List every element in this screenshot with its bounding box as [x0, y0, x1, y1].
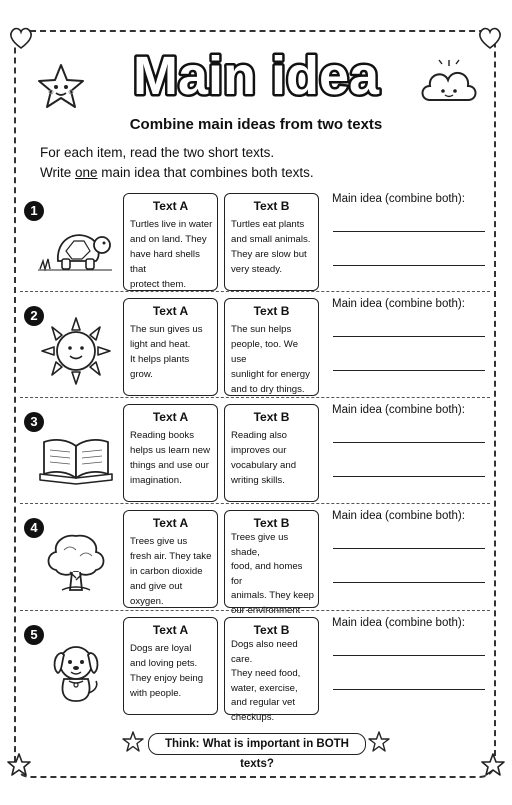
text-b-title: Text B	[253, 304, 290, 318]
text-line: very steady.	[231, 264, 283, 275]
open-book-icon	[36, 422, 116, 492]
text-line: food, and homes for	[231, 561, 303, 587]
text-line: Reading also	[231, 430, 288, 441]
text-line: Dogs also need care.	[231, 639, 298, 665]
smiling-cloud-icon	[416, 56, 482, 112]
item-divider	[20, 610, 490, 611]
text-b-card	[224, 298, 319, 396]
answer-line[interactable]	[333, 582, 485, 583]
text-b-title: Text B	[253, 410, 290, 424]
text-line: imagination.	[130, 475, 182, 486]
text-a-card	[123, 510, 218, 608]
answer-line[interactable]	[333, 689, 485, 690]
item-number: 1	[24, 201, 44, 221]
item-1	[18, 193, 496, 297]
instruction-line-1: For each item, read the two short texts.	[40, 145, 275, 160]
text-line: animals. They keep	[231, 590, 315, 601]
text-b-body	[225, 318, 318, 397]
main-idea-label: Main idea (combine both):	[332, 193, 465, 205]
text-line: and give out oxygen.	[130, 581, 183, 607]
text-line: improves our	[231, 445, 287, 456]
text-line: sunlight for energy	[231, 369, 310, 380]
item-5	[18, 617, 496, 721]
answer-line[interactable]	[333, 231, 485, 232]
text-line: fresh air. They take	[130, 551, 212, 562]
instruction-emphasis: one	[75, 165, 98, 180]
text-line: with people.	[130, 688, 182, 699]
text-line: grow.	[130, 369, 153, 380]
text-a-body	[124, 637, 217, 701]
think-prompt: Think: What is important in BOTH texts?	[148, 733, 366, 755]
text-line: The sun gives us	[130, 324, 203, 335]
text-line: and to dry things.	[231, 384, 305, 395]
answer-line[interactable]	[333, 655, 485, 656]
text-line: people, too. We use	[231, 339, 299, 365]
text-line: Dogs are loyal	[130, 643, 192, 654]
text-line: writing skills.	[231, 475, 285, 486]
text-a-body	[124, 424, 217, 488]
text-b-card	[224, 404, 319, 502]
main-idea-label: Main idea (combine both):	[332, 404, 465, 416]
item-divider	[20, 503, 490, 504]
text-a-title: Text A	[152, 623, 189, 637]
heart-icon	[477, 26, 503, 50]
text-b-card	[224, 617, 319, 723]
text-a-title: Text A	[152, 516, 189, 530]
sun-icon	[36, 316, 116, 386]
text-line: and on land. They	[130, 234, 207, 245]
item-divider	[20, 397, 490, 398]
star-icon	[6, 752, 32, 778]
item-number: 4	[24, 518, 44, 538]
text-line: and regular vet	[231, 697, 295, 708]
text-a-card	[123, 404, 218, 502]
item-3	[18, 404, 496, 508]
text-line: water, exercise,	[231, 682, 298, 694]
text-line: They are slow but	[231, 249, 307, 260]
text-b-body	[225, 213, 318, 277]
text-a-card	[123, 298, 218, 396]
main-idea-label: Main idea (combine both):	[332, 617, 465, 629]
answer-line[interactable]	[333, 336, 485, 337]
text-line: and loving pets.	[130, 658, 198, 669]
text-a-card	[123, 617, 218, 715]
text-a-card	[123, 193, 218, 291]
text-b-body	[225, 637, 318, 725]
answer-line[interactable]	[333, 265, 485, 266]
instruction-text: main idea that combines both texts.	[97, 165, 314, 180]
heart-icon	[8, 26, 34, 50]
text-a-body	[124, 530, 217, 609]
text-line: checkups.	[231, 711, 275, 723]
text-b-title: Text B	[253, 199, 290, 213]
text-line: vocabulary and	[231, 460, 297, 471]
title-text: Main idea	[132, 46, 380, 106]
smiling-star-icon	[36, 62, 86, 112]
text-line: Reading books	[130, 430, 195, 441]
page-title	[100, 36, 412, 116]
text-b-title: Text B	[253, 516, 290, 530]
text-a-body	[124, 318, 217, 382]
subtitle: Combine main ideas from two texts	[129, 116, 383, 133]
text-line: The sun helps	[231, 324, 292, 335]
text-line: and small animals.	[231, 234, 311, 245]
text-line: light and heat.	[130, 339, 191, 350]
item-number: 3	[24, 412, 44, 432]
text-a-body	[124, 213, 217, 292]
puppy-icon	[36, 635, 116, 705]
turtle-icon	[36, 211, 116, 281]
text-line: Turtles eat plants	[231, 219, 305, 230]
text-line: Turtles live in water	[130, 219, 213, 230]
text-a-title: Text A	[152, 410, 189, 424]
text-line: our environment	[231, 604, 301, 616]
text-line: They enjoy being	[130, 673, 204, 684]
text-line: protect them.	[130, 279, 186, 290]
answer-line[interactable]	[333, 442, 485, 443]
text-b-card	[224, 510, 319, 616]
main-idea-label: Main idea (combine both):	[332, 298, 465, 310]
main-idea-label: Main idea (combine both):	[332, 510, 465, 522]
item-4	[18, 510, 496, 614]
item-2	[18, 298, 496, 402]
star-icon	[122, 731, 144, 753]
text-b-title: Text B	[253, 623, 290, 637]
text-line: things and use our	[130, 460, 209, 471]
answer-line[interactable]	[333, 370, 485, 371]
text-line: Trees give us shade,	[231, 532, 289, 558]
tree-icon	[36, 528, 116, 598]
item-number: 5	[24, 625, 44, 645]
instruction-line-2	[40, 165, 314, 180]
answer-line[interactable]	[333, 476, 485, 477]
text-line: have hard shells that	[130, 249, 200, 275]
star-icon	[368, 731, 390, 753]
instruction-text: Write	[40, 165, 76, 180]
text-b-card	[224, 193, 319, 291]
text-line: They need food,	[231, 668, 301, 679]
text-line: in carbon dioxide	[130, 566, 203, 577]
star-icon	[480, 752, 506, 778]
text-line: helps us learn new	[130, 445, 210, 456]
text-a-title: Text A	[152, 304, 189, 318]
text-line: It helps plants	[130, 354, 190, 365]
item-number: 2	[24, 306, 44, 326]
text-line: Trees give us	[130, 536, 188, 547]
item-divider	[20, 291, 490, 292]
answer-line[interactable]	[333, 548, 485, 549]
text-a-title: Text A	[152, 199, 189, 213]
text-b-body	[225, 424, 318, 488]
